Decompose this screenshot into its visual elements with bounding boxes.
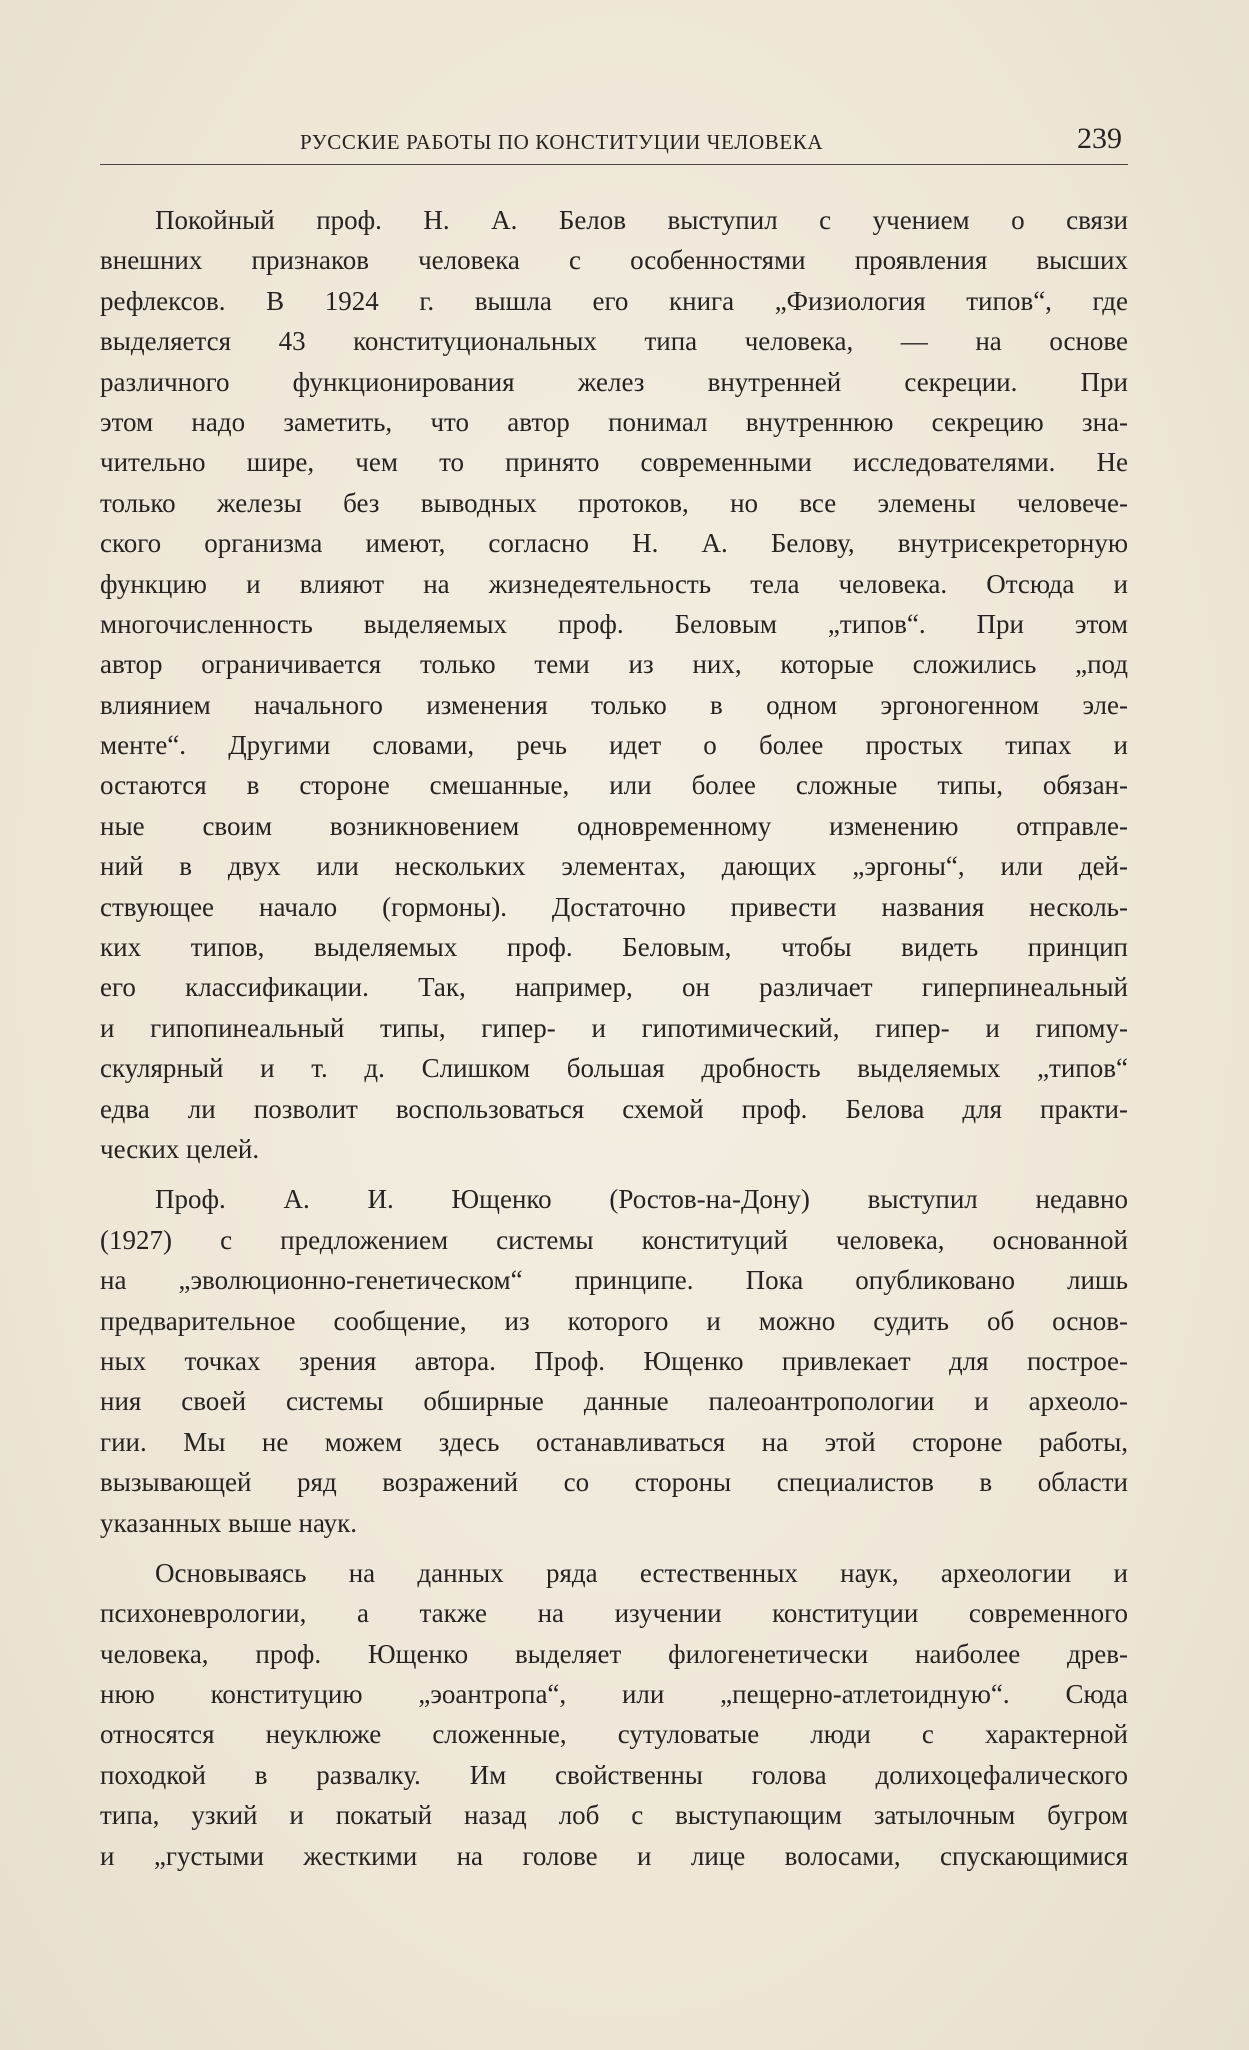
text-line: Основываясь на данных ряда естественных наук, археологии и: [155, 1557, 1128, 1588]
text-line: скулярный и т. д. Слишком большая дробность выделяемых „типов“: [100, 1053, 1128, 1084]
body-text: [100, 200, 1128, 1876]
text-line: человека, проф. Ющенко выделяет филогенетически наиболее древ-: [100, 1638, 1128, 1669]
text-line: только железы без выводных протоков, но все элемены человече-: [100, 487, 1128, 518]
paragraph: [100, 1553, 1128, 1876]
text-line: этом надо заметить, что автор понимал внутреннюю секрецию зна-: [100, 406, 1128, 437]
text-line: походкой в развалку. Им свойственны голова долихоцефалического: [100, 1759, 1128, 1790]
text-line: функцию и влияют на жизнедеятельность тела человека. Отсюда и: [100, 568, 1128, 599]
page-number: 239: [1077, 122, 1122, 155]
text-line: ких типов, выделяемых проф. Беловым, чтобы видеть принцип: [100, 932, 1128, 963]
paragraph-gap: [100, 1169, 1128, 1179]
text-line: ческих целей.: [100, 1133, 260, 1164]
text-line: Покойный проф. Н. А. Белов выступил с учением о связи: [155, 205, 1128, 235]
text-line: ния своей системы обширные данные палеоантропологии и археоло-: [100, 1386, 1128, 1417]
page-header: [100, 120, 1128, 165]
text-line: автор ограничивается только теми из них, которые сложились „под: [100, 649, 1128, 680]
running-title: РУССКИЕ РАБОТЫ ПО КОНСТИТУЦИИ ЧЕЛОВЕКА: [300, 130, 824, 154]
text-line: и гипопинеальный типы, гипер- и гипотимический, гипер- и гипому-: [100, 1012, 1128, 1043]
text-line: относятся неуклюже сложенные, сутуловатые люди с характерной: [100, 1719, 1128, 1750]
text-line: гии. Мы не можем здесь останавливаться на этой стороне работы,: [100, 1426, 1128, 1457]
paragraph: [100, 1179, 1128, 1543]
text-line: многочисленность выделяемых проф. Беловым „типов“. При этом: [100, 608, 1128, 639]
text-line: ных точках зрения автора. Проф. Ющенко привлекает для построе-: [100, 1345, 1128, 1376]
text-line: вызывающей ряд возражений со стороны специалистов в области: [100, 1467, 1128, 1498]
text-line: ского организма имеют, согласно Н. А. Белову, внутрисекреторную: [100, 528, 1128, 559]
text-line: предварительное сообщение, из которого и можно судить об основ-: [100, 1305, 1128, 1336]
text-line: указанных выше наук.: [100, 1507, 357, 1538]
text-line: психоневрологии, а также на изучении конституции современного: [100, 1598, 1128, 1629]
text-line: нюю конституцию „эоантропа“, или „пещерно-атлетоидную“. Сюда: [100, 1679, 1128, 1710]
text-line: влиянием начального изменения только в одном эргоногенном эле-: [100, 689, 1128, 720]
text-line: остаются в стороне смешанные, или более сложные типы, обязан-: [100, 770, 1128, 801]
paragraph-gap: [100, 1543, 1128, 1553]
paragraph: [100, 200, 1128, 1169]
text-line: и „густыми жесткими на голове и лице волосами, спускающимися: [100, 1840, 1128, 1871]
text-line: на „эволюционно-генетическом“ принципе. Пока опубликовано лишь: [100, 1265, 1128, 1296]
text-line: (1927) с предложением системы конституций человека, основанной: [100, 1224, 1128, 1255]
text-line: различного функционирования желез внутренней секреции. При: [100, 366, 1128, 397]
text-line: менте“. Другими словами, речь идет о более простых типах и: [100, 730, 1128, 761]
text-line: едва ли позволит воспользоваться схемой проф. Белова для практи-: [100, 1093, 1128, 1124]
text-line: его классификации. Так, например, он различает гиперпинеальный: [100, 972, 1128, 1003]
text-line: типа, узкий и покатый назад лоб с выступающим затылочным бугром: [100, 1800, 1128, 1831]
text-line: рефлексов. В 1924 г. вышла его книга „Физиология типов“, где: [100, 285, 1128, 316]
text-line: ные своим возникновением одновременному изменению отправле-: [100, 810, 1128, 841]
text-line: ствующее начало (гормоны). Достаточно привести названия несколь-: [100, 891, 1128, 922]
text-line: чительно шире, чем то принято современными исследователями. Не: [100, 447, 1128, 478]
text-line: ний в двух или нескольких элементах, дающих „эргоны“, или дей-: [100, 851, 1128, 882]
text-line: выделяется 43 конституциональных типа человека, — на основе: [100, 326, 1128, 357]
text-line: Проф. А. И. Ющенко (Ростов-на-Дону) выступил недавно: [155, 1184, 1128, 1215]
text-line: внешних признаков человека с особенностями проявления высших: [100, 245, 1128, 276]
